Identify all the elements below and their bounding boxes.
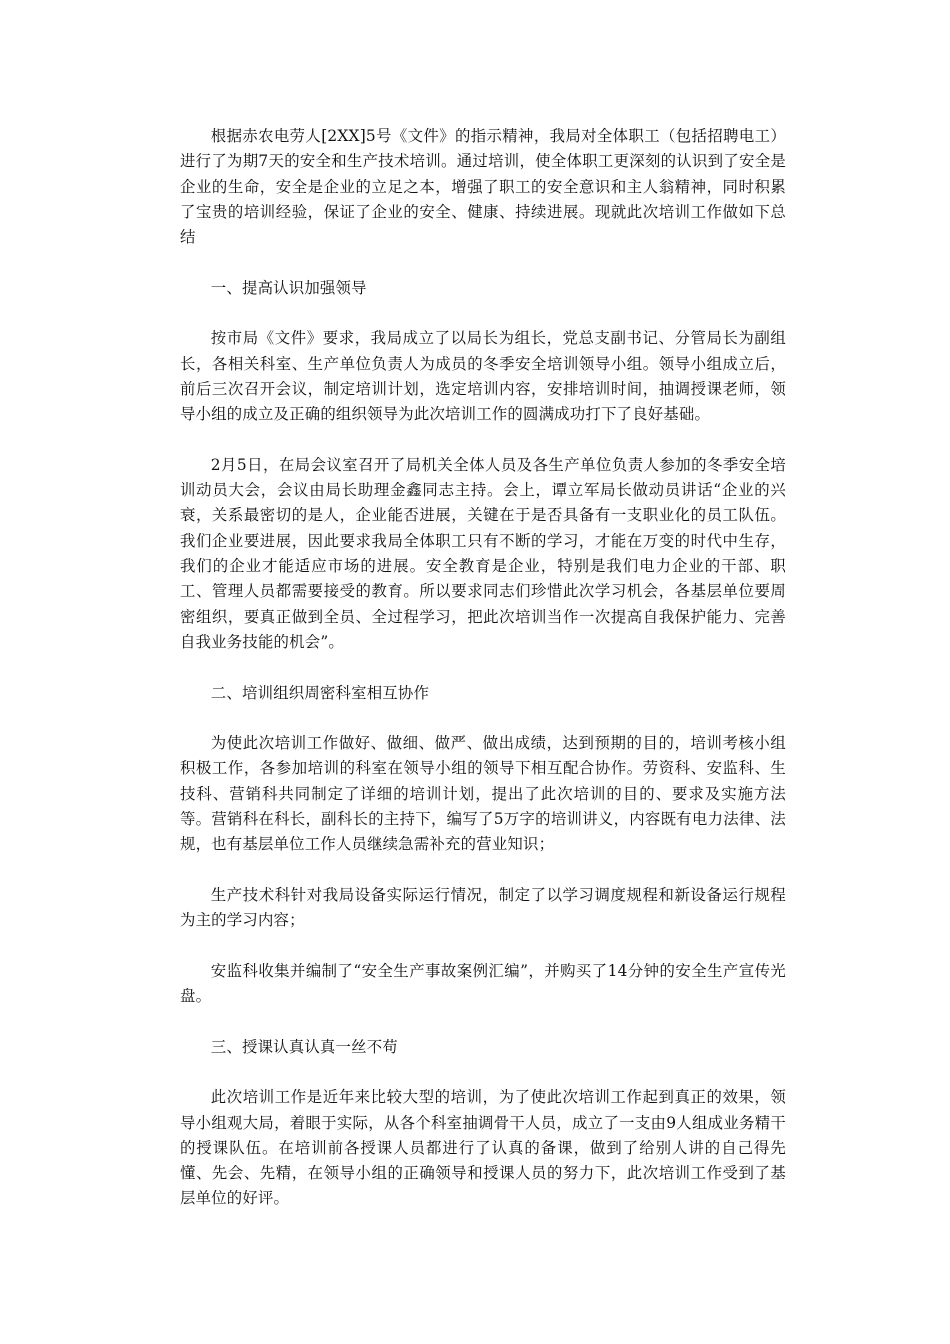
body-paragraph: 按市局《文件》要求，我局成立了以局长为组长，党总支副书记、分管局长为副组长，各相关科室、生产单位负责人为成员的冬季安全培训领导小组。领导小组成立后，前后三次召开会议，制定培训计划，选定培训内容，安排培训时间，抽调授课老师，领导小组的成立及正确的组织领导为此次培训工作的圆满成功打下了良好基础。 <box>180 329 786 424</box>
body-paragraph: 2月5日，在局会议室召开了局机关全体人员及各生产单位负责人参加的冬季安全培训动员大会，会议由局长助理金鑫同志主持。会上，谭立军局长做动员讲话“企业的兴衰，关系最密切的是人，企业能否进展，关键在于是否具备有一支职业化的员工队伍。我们企业要进展，因此要求我局全体职工只有不断的学习，才能在万变的时代中生存，我们的企业才能适应市场的进展。安全教育是企业，特别是我们电力企业的干部、职工、管理人员都需要接受的教育。所以要求同志们珍惜此次学习机会，各基层单位要周密组织，要真正做到全员、全过程学习，把此次培训当作一次提高自我保护能力、完善自我业务技能的机会”。 <box>180 455 786 651</box>
body-paragraph: 此次培训工作是近年来比较大型的培训，为了使此次培训工作起到真正的效果，领导小组观大局，着眼于实际，从各个科室抽调骨干人员，成立了一支由9人组成业务精干的授课队伍。在培训前各授课人员都进行了认真的备课，做到了给别人讲的自己得先懂、先会、先精，在领导小组的正确领导和授课人员的努力下，此次培训工作受到了基层单位的好评。 <box>180 1088 786 1208</box>
paragraph-spacer <box>180 428 786 453</box>
paragraph-spacer <box>180 1060 786 1085</box>
paragraph-spacer <box>180 706 786 731</box>
body-paragraph: 为使此次培训工作做好、做细、做严、做出成绩，达到预期的目的，培训考核小组积极工作，各参加培训的科室在领导小组的领导下相互配合协作。劳资科、安监科、生技科、营销科共同制定了详细的培训计划，提出了此次培训的目的、要求及实施方法等。营销科在科长，副科长的主持下，编写了5万字的培训讲义，内容既有电力法律、法规，也有基层单位工作人员继续急需补充的营业知识； <box>180 734 786 854</box>
paragraph-spacer <box>180 301 786 326</box>
section-heading-2: 二、培训组织周密科室相互协作 <box>210 683 430 702</box>
paragraph-spacer <box>180 934 786 959</box>
document-body <box>180 124 786 1212</box>
body-paragraph: 生产技术科针对我局设备实际运行情况，制定了以学习调度规程和新设备运行规程为主的学习内容； <box>180 885 786 930</box>
paragraph-spacer <box>180 858 786 883</box>
paragraph-spacer <box>180 1009 786 1034</box>
paragraph-spacer <box>180 655 786 680</box>
intro-paragraph: 根据赤农电劳人[2XX]5号《文件》的指示精神，我局对全体职工（包括招聘电工）进行了为期7天的安全和生产技术培训。通过培训，使全体职工更深刻的认识到了安全是企业的生命，安全是企业的立足之本，增强了职工的安全意识和主人翁精神，同时积累了宝贵的培训经验，保证了企业的安全、健康、持续进展。现就此次培训工作做如下总结 <box>180 127 786 247</box>
paragraph-spacer <box>180 250 786 275</box>
section-heading-3: 三、授课认真认真一丝不苟 <box>210 1037 398 1056</box>
body-paragraph: 安监科收集并编制了“安全生产事故案例汇编”，并购买了14分钟的安全生产宣传光盘。 <box>180 961 786 1006</box>
section-heading-1: 一、提高认识加强领导 <box>210 278 367 297</box>
